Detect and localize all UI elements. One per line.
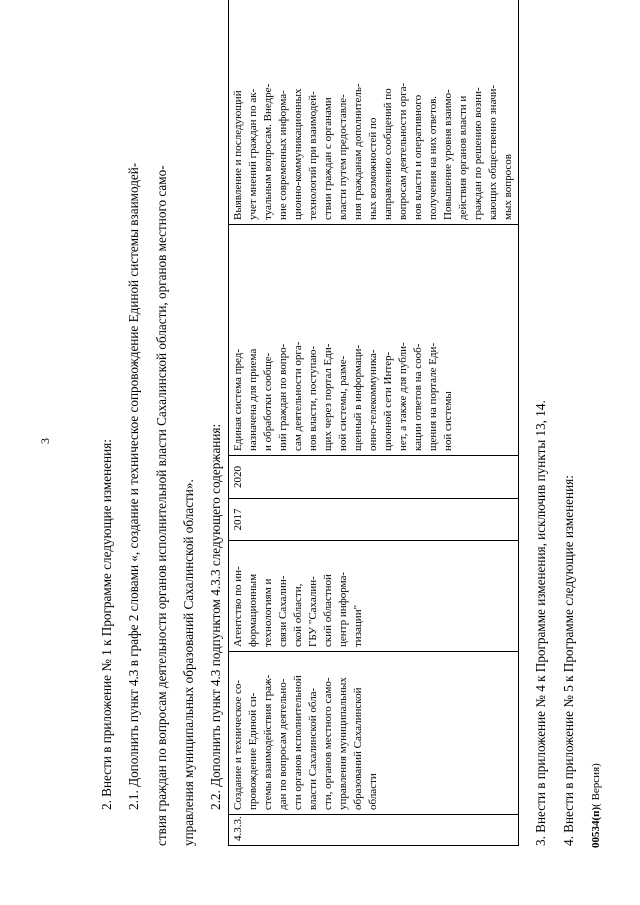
- footer-version: ( Версия): [590, 763, 602, 807]
- cell-year-start: 2017: [229, 499, 519, 541]
- paragraph-4: 4. Внести в приложение № 5 к Программе следующие изменения:: [561, 475, 576, 846]
- paragraph-2-1-line2: ствия граждан по вопросам деятельности органов исполнительной власти Сахалинской области, органов местного само-: [154, 165, 169, 846]
- cell-description: Единая система пред- назначена для приема и обработки сообще- ний граждан по вопро- сам деятельности орга- нов власти, поступаю- щих через портал Еди- ной системы, разме- щенный в информаци- онно-телекоммуника- ционной сети Интер- нет, а также для публи- кации ответов на сооб- щения на портале Еди- ной системы: [229, 225, 519, 456]
- paragraph-2-1-line1: 2.1. Дополнить пункт 4.3 в графе 2 словами «, создание и техническое сопровождение Единой системы взаимодей-: [126, 162, 141, 810]
- table-row: [229, 0, 519, 846]
- paragraph-3: 3. Внести в приложение № 4 к Программе изменения, исключив пункты 13, 14.: [533, 400, 548, 846]
- paragraph-2: 2. Внести в приложение № 1 к Программе следующие изменения:: [99, 439, 114, 810]
- cell-result: Выявление и последующий учет мнений граждан по ак- туальным вопросам. Внедре- ние современных информа- ционно-коммуникационных технологий при взаимодей- ствии граждан с органами власти путем предоставле- ния гражданам дополнитель- ных возможностей по направлению сообщений по вопросам деятельности орга- нов власти и оперативного получения на них ответов. Повышение уровня взаимо- действия органов власти и граждан по решению возни- кающих общественно значи- мых вопросов: [229, 0, 519, 225]
- cell-code: 4.3.3.: [229, 815, 519, 846]
- cell-executor: Агентство по ин- формационным технологиям и связи Сахалин- ской области, ГБУ "Сахалин- ский областной центр информа- тизации": [229, 541, 519, 652]
- footer: [590, 763, 602, 848]
- cell-year-end: 2020: [229, 456, 519, 499]
- paragraph-2-2: 2.2. Дополнить пункт 4.3 подпунктом 4.3.3 следующего содержания:: [208, 423, 223, 810]
- cell-name: Создание и техническое со- провождение Единой си- стемы взаимодействия граж- дан по вопросам деятельно- сти органов исполнительной власти Сахалинской обла- сти, органов местного само- управления муниципальных образований Сахалинской области: [229, 652, 519, 815]
- program-table: [228, 0, 519, 846]
- document-content: [90, 56, 610, 846]
- paragraph-2-1-line3: управления муниципальных образований Сахалинской области».: [181, 479, 196, 846]
- footer-code: 00534(п): [590, 806, 602, 848]
- page-number: 3: [38, 438, 52, 444]
